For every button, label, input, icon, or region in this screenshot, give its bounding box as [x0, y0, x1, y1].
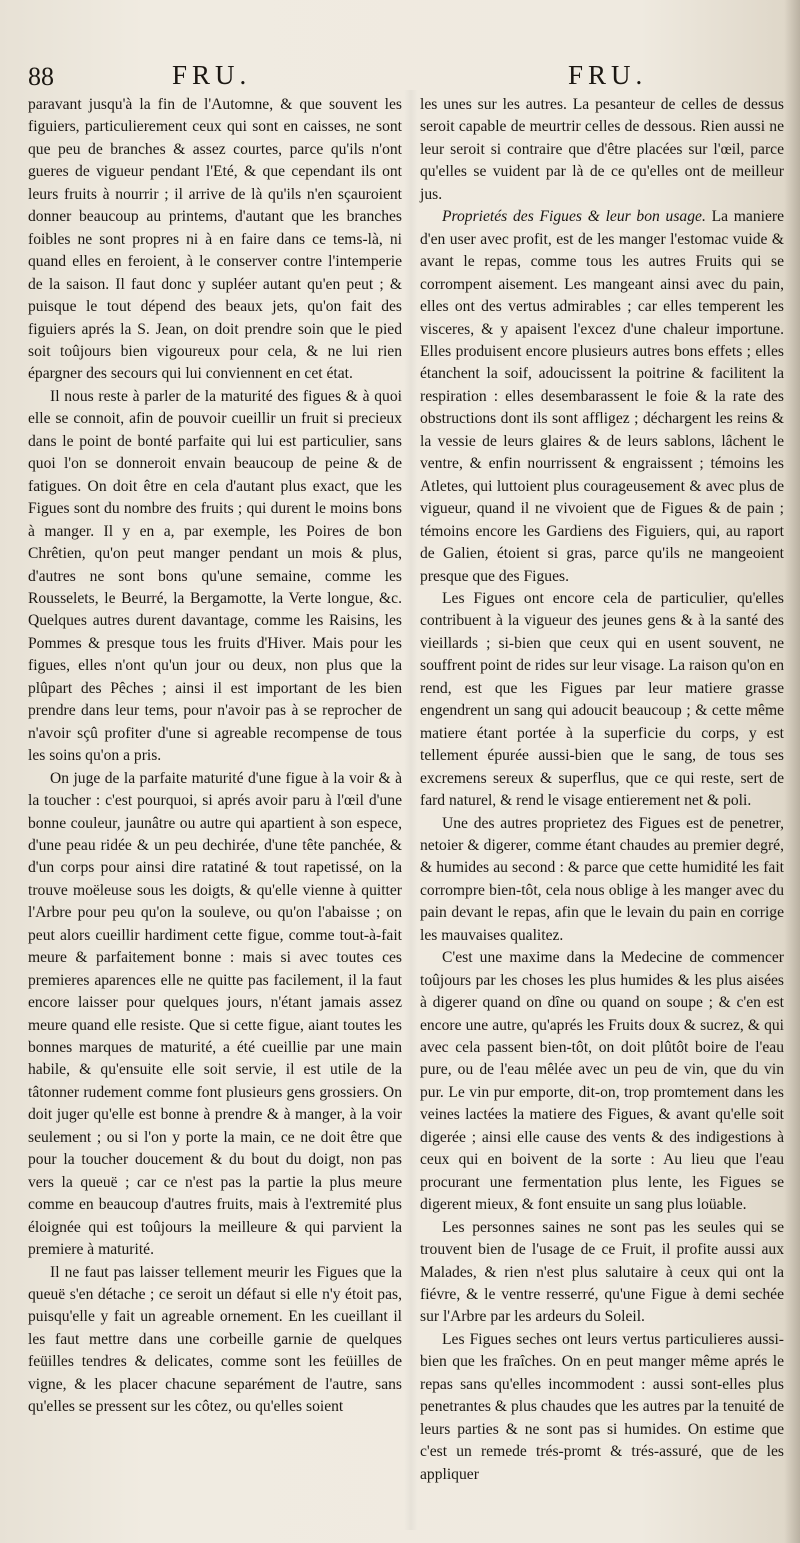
paragraph: On juge de la parfaite maturité d'une figue à la voir & à la toucher : c'est pourquoi, si aprés avoir paru à l'œil d'une bonne couleur, jaunâtre ou autre qui apartient à son espece, d'une peau ridée & un peu dechirée, d'une tête panchée, & d'un corps pour ainsi dire ratatiné & tout rapetissé, on la trouve moëleuse sous les doigts, & qu'elle vienne à quitter l'Arbre pour peu qu'on la souleve, ou qu'on l'abaisse ; on peut alors cueillir hardiment cette figue, comme tout-à-fait meure & parfaitement bonne : mais si avec toutes ces premieres aparences elle ne quitte pas facilement, il la faut encore laisser pour quelques jours, n'étant jamais assez meure quand elle resiste. Que si cette figue, aiant toutes les bonnes marques de maturité, a été cueillie par une main habile, & qu'ensuite elle soit servie, il est utile de la tâtonner rudement comme font plusieurs gens grossiers. On doit juger qu'elle est bonne à prendre & à manger, à la voir seulement ; ou si l'on y porte la main, ce ne doit être que pour la toucher doucement & du bout du doigt, non pas vers la queuë ; car ce n'est pas la partie la plus meure comme en beaucoup d'autres fruits, mais à l'extremité plus éloignée qui est toûjours la meilleure & qui parvient la premiere à maturité. — [28, 769, 402, 1259]
paragraph — [420, 206, 784, 588]
gutter-shadow — [404, 90, 418, 1530]
paragraph: Les personnes saines ne sont pas les seules qui se trouvent bien de l'usage de ce Fruit, il profite aussi aux Malades, & rien n'est plus salutaire à ceux qui ont la fiévre, & le ventre resserré, qu'une Figue à demi sechée sur l'Arbre par les ardeurs du Soleil. — [420, 1218, 784, 1326]
section-heading: Proprietés des Figues & leur bon usage. — [442, 208, 706, 226]
page-edge-shadow — [784, 0, 800, 1543]
paragraph: Il ne faut pas laisser tellement meurir les Figues que la queuë s'en détache ; ce seroit un défaut si elle n'y étoit pas, puisqu'elle y fait un agreable ornement. En les cueillant il les faut mettre dans une corbeille garnie de quelques feüilles tendres & delicates, comme sont les feüilles de vigne, & les placer chacune separément de l'autre, sans qu'elles se pressent sur les côtez, ou qu'elles soient — [28, 1263, 402, 1416]
paragraph: paravant jusqu'à la fin de l'Automne, & que souvent les figuiers, particulierement ceux qui sont en caisses, ne sont que peu de branches & assez courtes, parce qu'ils n'ont gueres de vigueur pendant l'Eté, & que cependant ils ont leurs fruits à nourrir ; il arrive de là qu'ils n'en sçauroient donner beaucoup au printems, d'autant que les branches foibles ne sont propres ni à en faire dans ce tems-là, ni quand elles en feroient, à le conserver contre l'intemperie de la saison. Il faut donc y supléer autant qu'en peut ; & puisque le tout dépend des beaux jets, qu'on fait des figuiers aprés la S. Jean, on doit prendre soin que le pied soit toûjours bien vigoureux pour cela, & ne lui rien épargner des secours qui lui conviennent en cet état. — [28, 96, 402, 383]
page-number: 88 — [28, 62, 54, 91]
paragraph: Il nous reste à parler de la maturité des figues & à quoi elle se connoit, afin de pouvoir cueillir un fruit si precieux dans le point de bonté parfaite qui lui est particulier, sans quoi l'on se donneroit envain beaucoup de peine & de fatigues. On doit être en cela d'autant plus exact, que les Figues sont du nombre des fruits ; qui durent le moins bons à manger. Il y en a, par exemple, les Poires de bon Chrêtien, qu'on peut manger pendant un mois & plus, d'autres ne sont bons qu'une semaine, comme les Rousselets, le Beurré, la Bergamotte, la Verte longue, &c. Quelques autres durent davantage, comme les Raisins, les Pommes & presque tous les fruits d'Hiver. Mais pour les figues, elles n'ont qu'un jour ou deux, non plus que la plûpart des Pêches ; ainsi il est important de les bien prendre dans leur tems, pour n'avoir pas à se reprocher de n'avoir sçû profiter d'une si agreable recompense de tous les soins qu'on a pris. — [28, 387, 402, 765]
paragraph: Les Figues seches ont leurs vertus particulieres aussi-bien que les fraîches. On en peut manger même aprés le repas sans qu'elles incommodent : aussi sont-elles plus penetrantes & plus chaudes que les autres par la tenuité de leurs parties & ne sont pas si humides. On estime que c'est un remede trés-promt & trés-assuré, que de les appliquer — [420, 1330, 784, 1483]
paragraph: les unes sur les autres. La pesanteur de celles de dessus seroit capable de meurtrir celles de dessous. Rien aussi ne leur seroit si contraire que d'être placées sur l'œil, parce qu'elles se vuident par là de ce qu'elles ont de meilleur jus. — [420, 96, 784, 203]
paragraph: C'est une maxime dans la Medecine de commencer toûjours par les choses les plus humides & les plus aisées à digerer quand on dîne ou quand on soupe ; & c'en est encore une autre, qu'aprés les Fruits doux & sucrez, & qui avec cela passent bien-tôt, on doit plûtôt boire de l'eau pure, ou de l'eau mêlée avec un peu de vin, que du vin pur. Le vin pur emporte, dit-on, trop promtement dans les veines lactées la matiere des Figues, & avant qu'elle soit digerée ; ainsi elle cause des vents & des indigestions à ceux qui en boivent de la sorte : Au lieu que l'eau procurant une fermentation plus lente, les Figues se digerent mieux, & font ensuite un sang plus loüable. — [420, 949, 784, 1214]
right-column — [420, 94, 784, 1486]
paragraph-body: La maniere d'en user avec profit, est de les manger l'estomac vuide & avant le repas, comme tous les autres Fruits qui se corrompent aisement. Les mangeant ainsi avec du pain, elles ont des vertus admirables ; car elles temperent les visceres, & y apaisent l'excez d'une chaleur importune. Elles produisent encore plusieurs autres bons effets ; elles étanchent la soif, adoucissent la poitrine & facilitent la respiration : elles desembarassent le foie & la rate des obstructions dont ils sont affligez ; déchargent les reins & la vessie de leurs glaires & de leurs sablons, lâchent le ventre, & enfin nourrissent & engraissent ; témoins les Atletes, qui luttoient plus courageusement & avec plus de vigueur, quand il ne vivoient que de Figues & de pain ; témoins encore les Gardiens des Figuiers, qui, au raport de Galien, étoient si gras, parce qu'ils ne mangeoient presque que des Figues. — [420, 208, 784, 585]
paragraph: Les Figues ont encore cela de particulier, qu'elles contribuent à la vigueur des jeunes gens & à la santé des vieillards ; si-bien que ceux qui en usent souvent, ne souffrent point de rides sur leur visage. La raison qu'on en rend, est que les Figues par leur matiere grasse engendrent un sang qui adoucit beaucoup ; & cette même matiere étant portée à la superficie du corps, y est tellement épurée aussi-bien que le sang, de tous ses excremens sereux & superflus, que ce qui reste, sert de fard naturel, & rend le visage entierement net & poli. — [420, 589, 784, 810]
paragraph: Une des autres proprietez des Figues est de penetrer, netoier & digerer, comme étant chaudes au premier degré, & humides au second : & parce que cette humidité les fait corrompre bien-tôt, cela nous oblige à les manger avec du pain devant le repas, afin que le levain du pain en corrige les mauvaises qualitez. — [420, 814, 784, 944]
running-head-left: FRU. — [172, 60, 252, 90]
running-head-right: FRU. — [568, 60, 648, 90]
left-column — [28, 94, 402, 1419]
